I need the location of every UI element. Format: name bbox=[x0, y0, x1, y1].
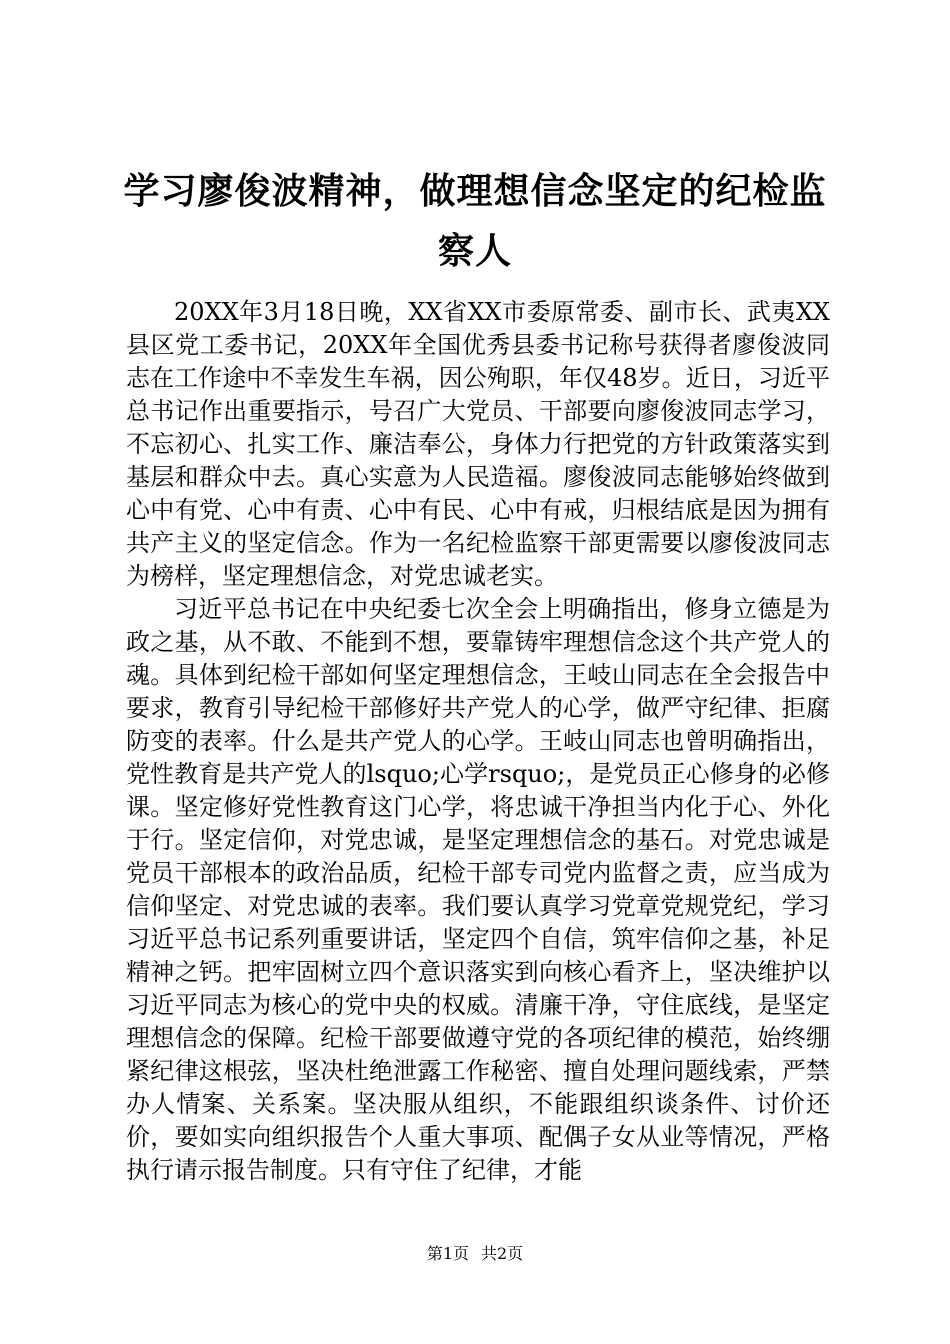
page-number: 第1页 bbox=[426, 1244, 469, 1263]
document-body bbox=[126, 296, 830, 1187]
paragraph-1: 20XX年3月18日晚，XX省XX市委原常委、副市长、武夷XX县区党工委书记，20XX年全国优秀县委书记称号获得者廖俊波同志在工作途中不幸发生车祸，因公殉职，年仅48岁。近日，习近平总书记作出重要指示，号召广大党员、干部要向廖俊波同志学习，不忘初心、扎实工作、廉洁奉公，身体力行把党的方针政策落实到基层和群众中去。真心实意为人民造福。廖俊波同志能够始终做到心中有党、心中有责、心中有民、心中有戒，归根结底是因为拥有共产主义的坚定信念。作为一名纪检监察干部更需要以廖俊波同志为榜样，坚定理想信念，对党忠诚老实。 bbox=[126, 298, 830, 590]
document-title: 学习廖俊波精神，做理想信念坚定的纪检监察人 bbox=[123, 171, 827, 272]
page-total: 共2页 bbox=[481, 1244, 524, 1263]
page-footer bbox=[0, 1244, 950, 1264]
paragraph-2: 习近平总书记在中央纪委七次全会上明确指出，修身立德是为政之基，从不敢、不能到不想，要靠铸牢理想信念这个共产党人的魂。具体到纪检干部如何坚定理想信念，王岐山同志在全会报告中要求，教育引导纪检干部修好共产党人的心学，做严守纪律、拒腐防变的表率。什么是共产党人的心学。王岐山同志也曾明确指出，党性教育是共产党人的lsquo;心学rsquo;，是党员正心修身的必修课。坚定修好党性教育这门心学，将忠诚干净担当内化于心、外化于行。坚定信仰，对党忠诚，是坚定理想信念的基石。对党忠诚是党员干部根本的政治品质，纪检干部专司党内监督之责，应当成为信仰坚定、对党忠诚的表率。我们要认真学习党章党规党纪，学习习近平总书记系列重要讲话，坚定四个自信，筑牢信仰之基，补足精神之钙。把牢固树立四个意识落实到向核心看齐上，坚决维护以习近平同志为核心的党中央的权威。清廉干净，守住底线，是坚定理想信念的保障。纪检干部要做遵守党的各项纪律的模范，始终绷紧纪律这根弦，坚决杜绝泄露工作秘密、擅自处理问题线索，严禁办人情案、关系案。坚决服从组织，不能跟组织谈条件、讨价还价，要如实向组织报告个人重大事项、配偶子女从业等情况，严格执行请示报告制度。只有守住了纪律，才能 bbox=[126, 595, 830, 1184]
